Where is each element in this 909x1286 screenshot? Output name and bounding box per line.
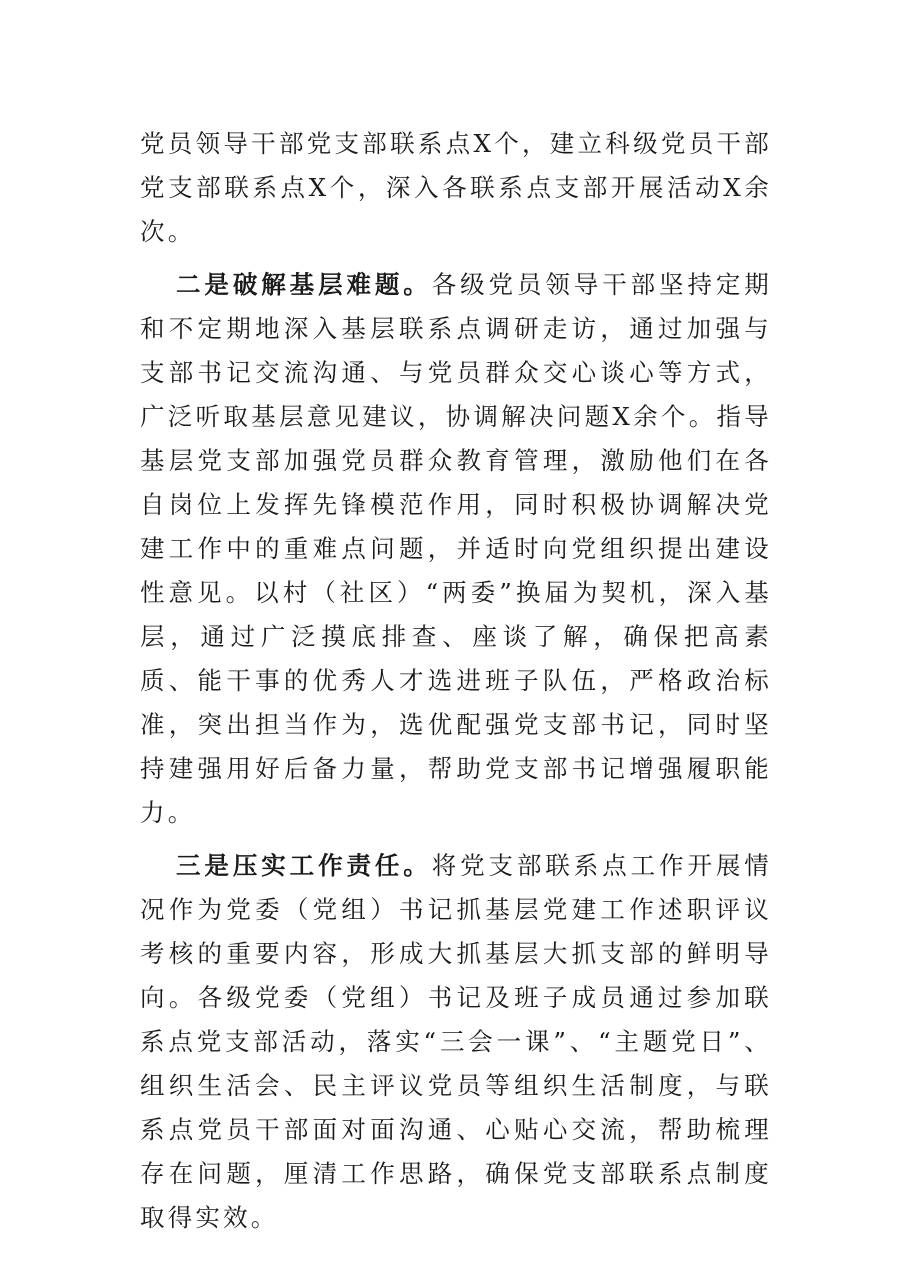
paragraph-text: 各级党员领导干部坚持定期和不定期地深入基层联系点调研走访，通过加强与支部书记交流沟通、与党员群众交心谈心等方式，广泛听取基层意见建议，协调解决问题X余个。指导基层党支部加强党员群众教育管理，激励他们在各自岗位上发挥先锋模范作用，同时积极协调解决党建工作中的重难点问题，并适时向党组织提出建设性意见。以村（社区）“两委”换届为契机，深入基层，通过广泛摸底排查、座谈了解，确保把高素质、能干事的优秀人才选进班子队伍，严格政治标准，突出担当作为，选优配强党支部书记，同时坚持建强用好后备力量，帮助党支部书记增强履职能力。: [140, 270, 772, 827]
paragraph-text: 党员领导干部党支部联系点X个，建立科级党员干部党支部联系点X个，深入各联系点支部开展活动X余次。: [140, 129, 772, 246]
paragraph-breaking-grassroots-difficulties: [140, 263, 772, 835]
paragraph-heading: 二是破解基层难题。: [176, 270, 432, 299]
paragraph-text: 将党支部联系点工作开展情况作为党委（党组）书记抓基层党建工作述职评议考核的重要内容，形成大抓基层大抓支部的鲜明导向。各级党委（党组）书记及班子成员通过参加联系点党支部活动，落实“三会一课”、“主题党日”、组织生活会、民主评议党员等组织生活制度，与联系点党员干部面对面沟通、心贴心交流，帮助梳理存在问题，厘清工作思路，确保党支部联系点制度取得实效。: [140, 851, 772, 1232]
paragraph-heading: 三是压实工作责任。: [176, 851, 432, 880]
paragraph-consolidating-responsibility: [140, 844, 772, 1240]
document-body: [140, 122, 772, 1240]
paragraph-continuation: [140, 122, 772, 254]
